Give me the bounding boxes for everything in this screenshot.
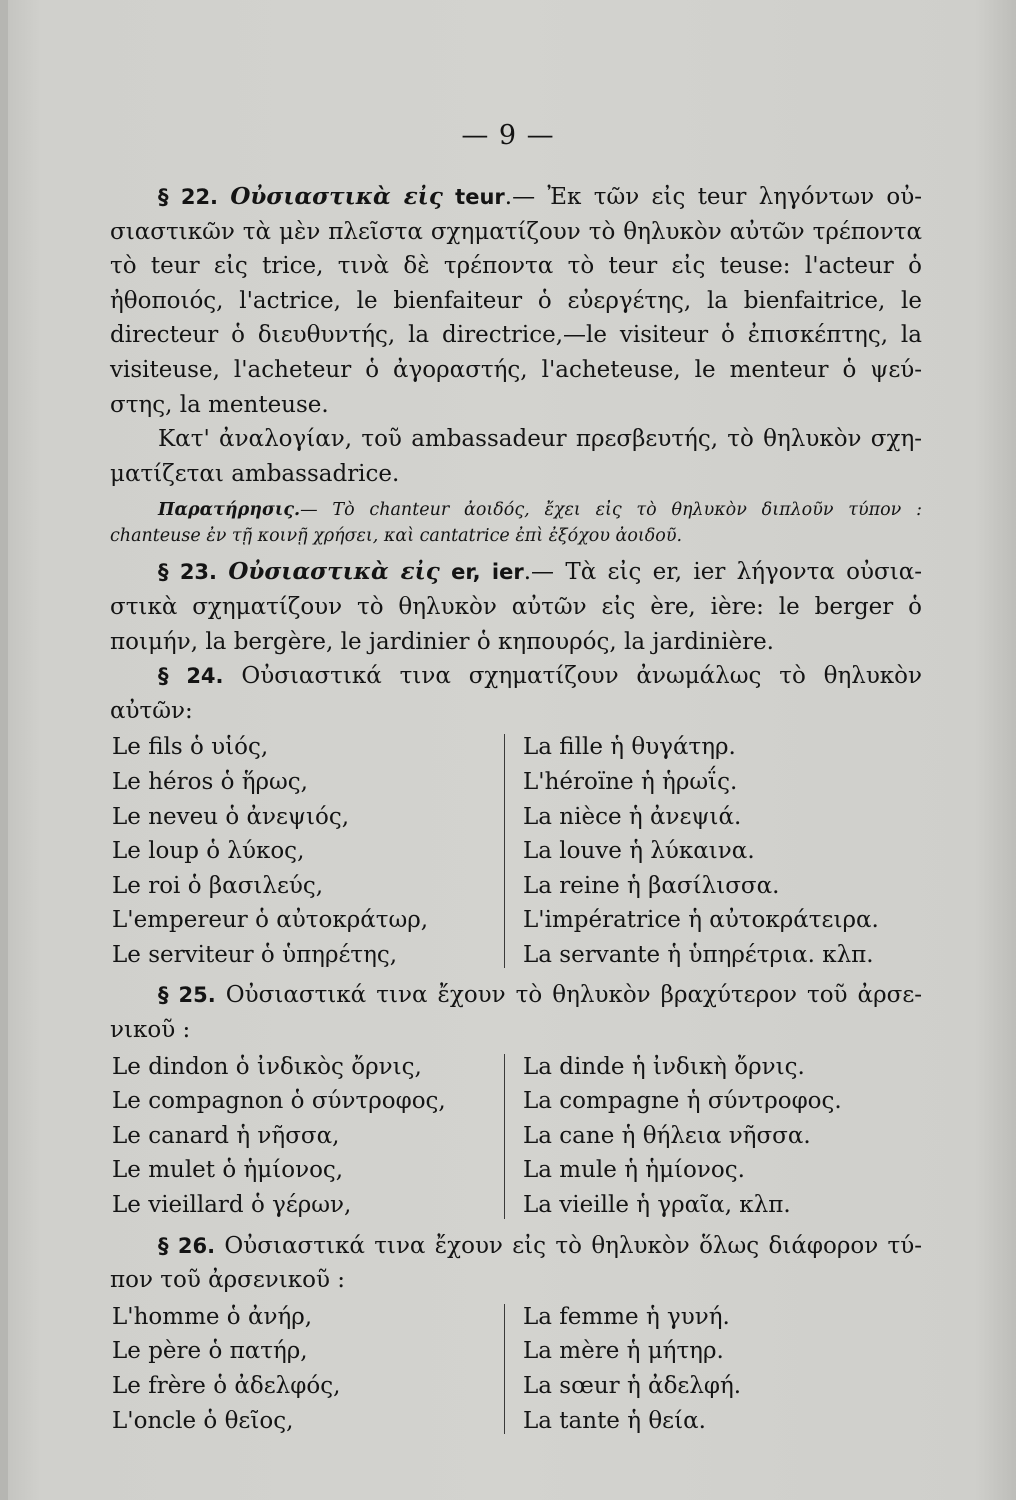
feminine-entry: L'impératrice ἡ αὐτοκράτειρα. (523, 907, 879, 934)
remark-first-line (110, 497, 922, 523)
feminine-column (505, 1050, 922, 1223)
section-22-line: directeur ὁ διευθυντής, la directrice,—le visiteur ὁ ἐπισκέπτης, la (110, 322, 922, 349)
remark-label: Παρατήρησις. (158, 500, 301, 521)
section-22-line: visiteuse, l'acheteur ὁ ἀγοραστής, l'acheteuse, le menteur ὁ ψεύ- (110, 356, 922, 383)
section-25-number: § 25. (158, 983, 216, 1008)
feminine-entry: La nièce ἡ ἀνεψιά. (523, 803, 742, 830)
section-25 (110, 978, 922, 1222)
section-22-first-line (110, 180, 922, 215)
section-23-suffix: er, ier (451, 560, 524, 585)
masculine-entry: Le neveu ὁ ἀνεψιός, (112, 803, 350, 830)
section-26 (110, 1229, 922, 1439)
feminine-entry: La mule ἡ ἡμίονος. (523, 1157, 745, 1184)
section-22-line: ἠθοποιός, l'actrice, le bienfaiteur ὁ εὐεργέτης, la bienfaitrice, le (110, 287, 922, 314)
section-22-line: στης, la menteuse. (110, 391, 329, 418)
masculine-entry: Le serviteur ὁ ὑπηρέτης, (112, 941, 398, 968)
ambassador-line: Κατ' ἀναλογίαν, τοῦ ambassadeur πρεσβευτής, τὸ θηλυκὸν σχη- (158, 426, 922, 453)
feminine-entry: La servante ἡ ὑπηρέτρια. κλπ. (523, 941, 874, 968)
section-26-heading-text: Οὐσιαστικά τινα ἔχουν εἰς τὸ θηλυκὸν ὅλως διάφορον τύ- (224, 1232, 923, 1259)
feminine-entry: La compagne ἡ σύντροφος. (523, 1088, 842, 1115)
masculine-entry: Le vieillard ὁ γέρων, (112, 1192, 352, 1219)
section-24-heading-text: Οὐσιαστικά τινα σχηματίζουν ἀνωμάλως τὸ θηλυκὸν αὐτῶν: (110, 663, 923, 724)
section-25-heading (110, 978, 922, 1013)
feminine-entry: La vieille ἡ γραῖα, κλπ. (523, 1192, 791, 1219)
ambassador-line: ματίζεται ambassadrice. (110, 460, 400, 487)
section-24-pairs (112, 730, 922, 972)
masculine-entry: Le héros ὁ ἥρως, (112, 768, 308, 795)
remark-line: — Τὸ chanteur ἀοιδός, ἔχει εἰς τὸ θηλυκὸν διπλοῦν τύπον : (300, 500, 922, 521)
section-26-number: § 26. (158, 1233, 216, 1258)
remark-line: chanteuse ἐν τῇ κοινῇ χρήσει, καὶ cantatrice ἐπὶ ἐξόχου ἀοιδοῦ. (110, 526, 683, 547)
masculine-entry: Le loup ὁ λύκος, (112, 838, 305, 865)
section-23-line: .— Τὰ εἰς er, ier λήγοντα οὐσια- (523, 559, 923, 586)
section-23-first-line (110, 555, 922, 590)
section-25-heading-text: Οὐσιαστικά τινα ἔχουν τὸ θηλυκὸν βραχύτερον τοῦ ἀρσε- (225, 982, 922, 1009)
section-22-number: § 22. (158, 185, 219, 209)
section-26-heading (110, 1229, 922, 1264)
section-24-number: § 24. (158, 664, 224, 689)
section-23-title: Οὐσιαστικὰ εἰς (228, 558, 440, 586)
section-22-suffix: teur (455, 185, 505, 209)
feminine-entry: La femme ἡ γυνή. (523, 1303, 730, 1330)
feminine-entry: La louve ἡ λύκαινα. (523, 838, 755, 865)
section-24 (110, 659, 922, 972)
masculine-entry: L'homme ὁ ἀνήρ, (112, 1303, 313, 1330)
feminine-entry: La sœur ἡ ἀδελφή. (523, 1373, 742, 1399)
masculine-entry: L'empereur ὁ αὐτοκράτωρ, (112, 907, 429, 934)
section-22-line: .— Ἐκ τῶν εἰς teur ληγόντων οὐ- (504, 184, 923, 210)
section-22-line: τὸ teur εἰς trice, τινὰ δὲ τρέποντα τὸ teur εἰς teuse: l'acteur ὁ (110, 253, 922, 280)
section-26-heading-cont: πον τοῦ ἀρσενικοῦ : (110, 1267, 346, 1294)
masculine-entry: Le mulet ὁ ἡμίονος, (112, 1157, 344, 1184)
remark (110, 497, 922, 549)
masculine-entry: Le canard ἡ νῆσσα, (112, 1122, 340, 1149)
section-25-pairs (112, 1050, 922, 1223)
feminine-entry: La reine ἡ βασίλισσα. (523, 872, 780, 899)
section-22 (110, 180, 922, 491)
masculine-entry: Le dindon ὁ ἰνδικὸς ὄρνις, (112, 1053, 422, 1080)
section-26-pairs (112, 1300, 922, 1438)
page-body (110, 180, 922, 1444)
feminine-entry: La cane ἡ θήλεια νῆσσα. (523, 1122, 811, 1149)
feminine-entry: La tante ἡ θεία. (523, 1407, 706, 1434)
section-22-line: σιαστικῶν τὰ μὲν πλεῖστα σχηματίζουν τὸ θηλυκὸν αὐτῶν τρέποντα (110, 218, 922, 245)
feminine-entry: La mère ἡ μήτηρ. (523, 1338, 724, 1365)
masculine-entry: L'oncle ὁ θεῖος, (112, 1407, 294, 1434)
feminine-entry: L'héroïne ἡ ἡρωΐς. (523, 768, 738, 795)
feminine-column (505, 1300, 922, 1438)
masculine-column (112, 1050, 504, 1223)
masculine-entry: Le roi ὁ βασιλεύς, (112, 872, 324, 899)
feminine-entry: La dinde ἡ ἰνδικὴ ὄρνις. (523, 1053, 805, 1080)
feminine-entry: La fille ἡ θυγάτηρ. (523, 734, 736, 761)
masculine-column (112, 730, 504, 972)
section-23 (110, 555, 922, 659)
masculine-entry: Le père ὁ πατήρ, (112, 1338, 308, 1365)
section-24-heading (110, 659, 922, 728)
section-23-number: § 23. (158, 560, 218, 585)
masculine-column (112, 1300, 504, 1438)
feminine-column (505, 730, 922, 972)
section-25-heading-cont: νικοῦ : (110, 1017, 191, 1044)
masculine-entry: Le fils ὁ υἱός, (112, 734, 269, 761)
section-22-title: Οὐσιαστικὰ εἰς (230, 183, 443, 210)
masculine-entry: Le compagnon ὁ σύντροφος, (112, 1088, 446, 1115)
page-spine-shadow (0, 0, 8, 1500)
page-number: — 9 — (461, 120, 555, 151)
section-23-line: στικὰ σχηματίζουν τὸ θηλυκὸν αὐτῶν εἰς ère, ière: le berger ὁ (110, 593, 922, 620)
masculine-entry: Le frère ὁ ἀδελφός, (112, 1373, 341, 1399)
section-23-line: ποιμήν, la bergère, le jardinier ὁ κηπουρός, la jardinière. (110, 628, 774, 655)
